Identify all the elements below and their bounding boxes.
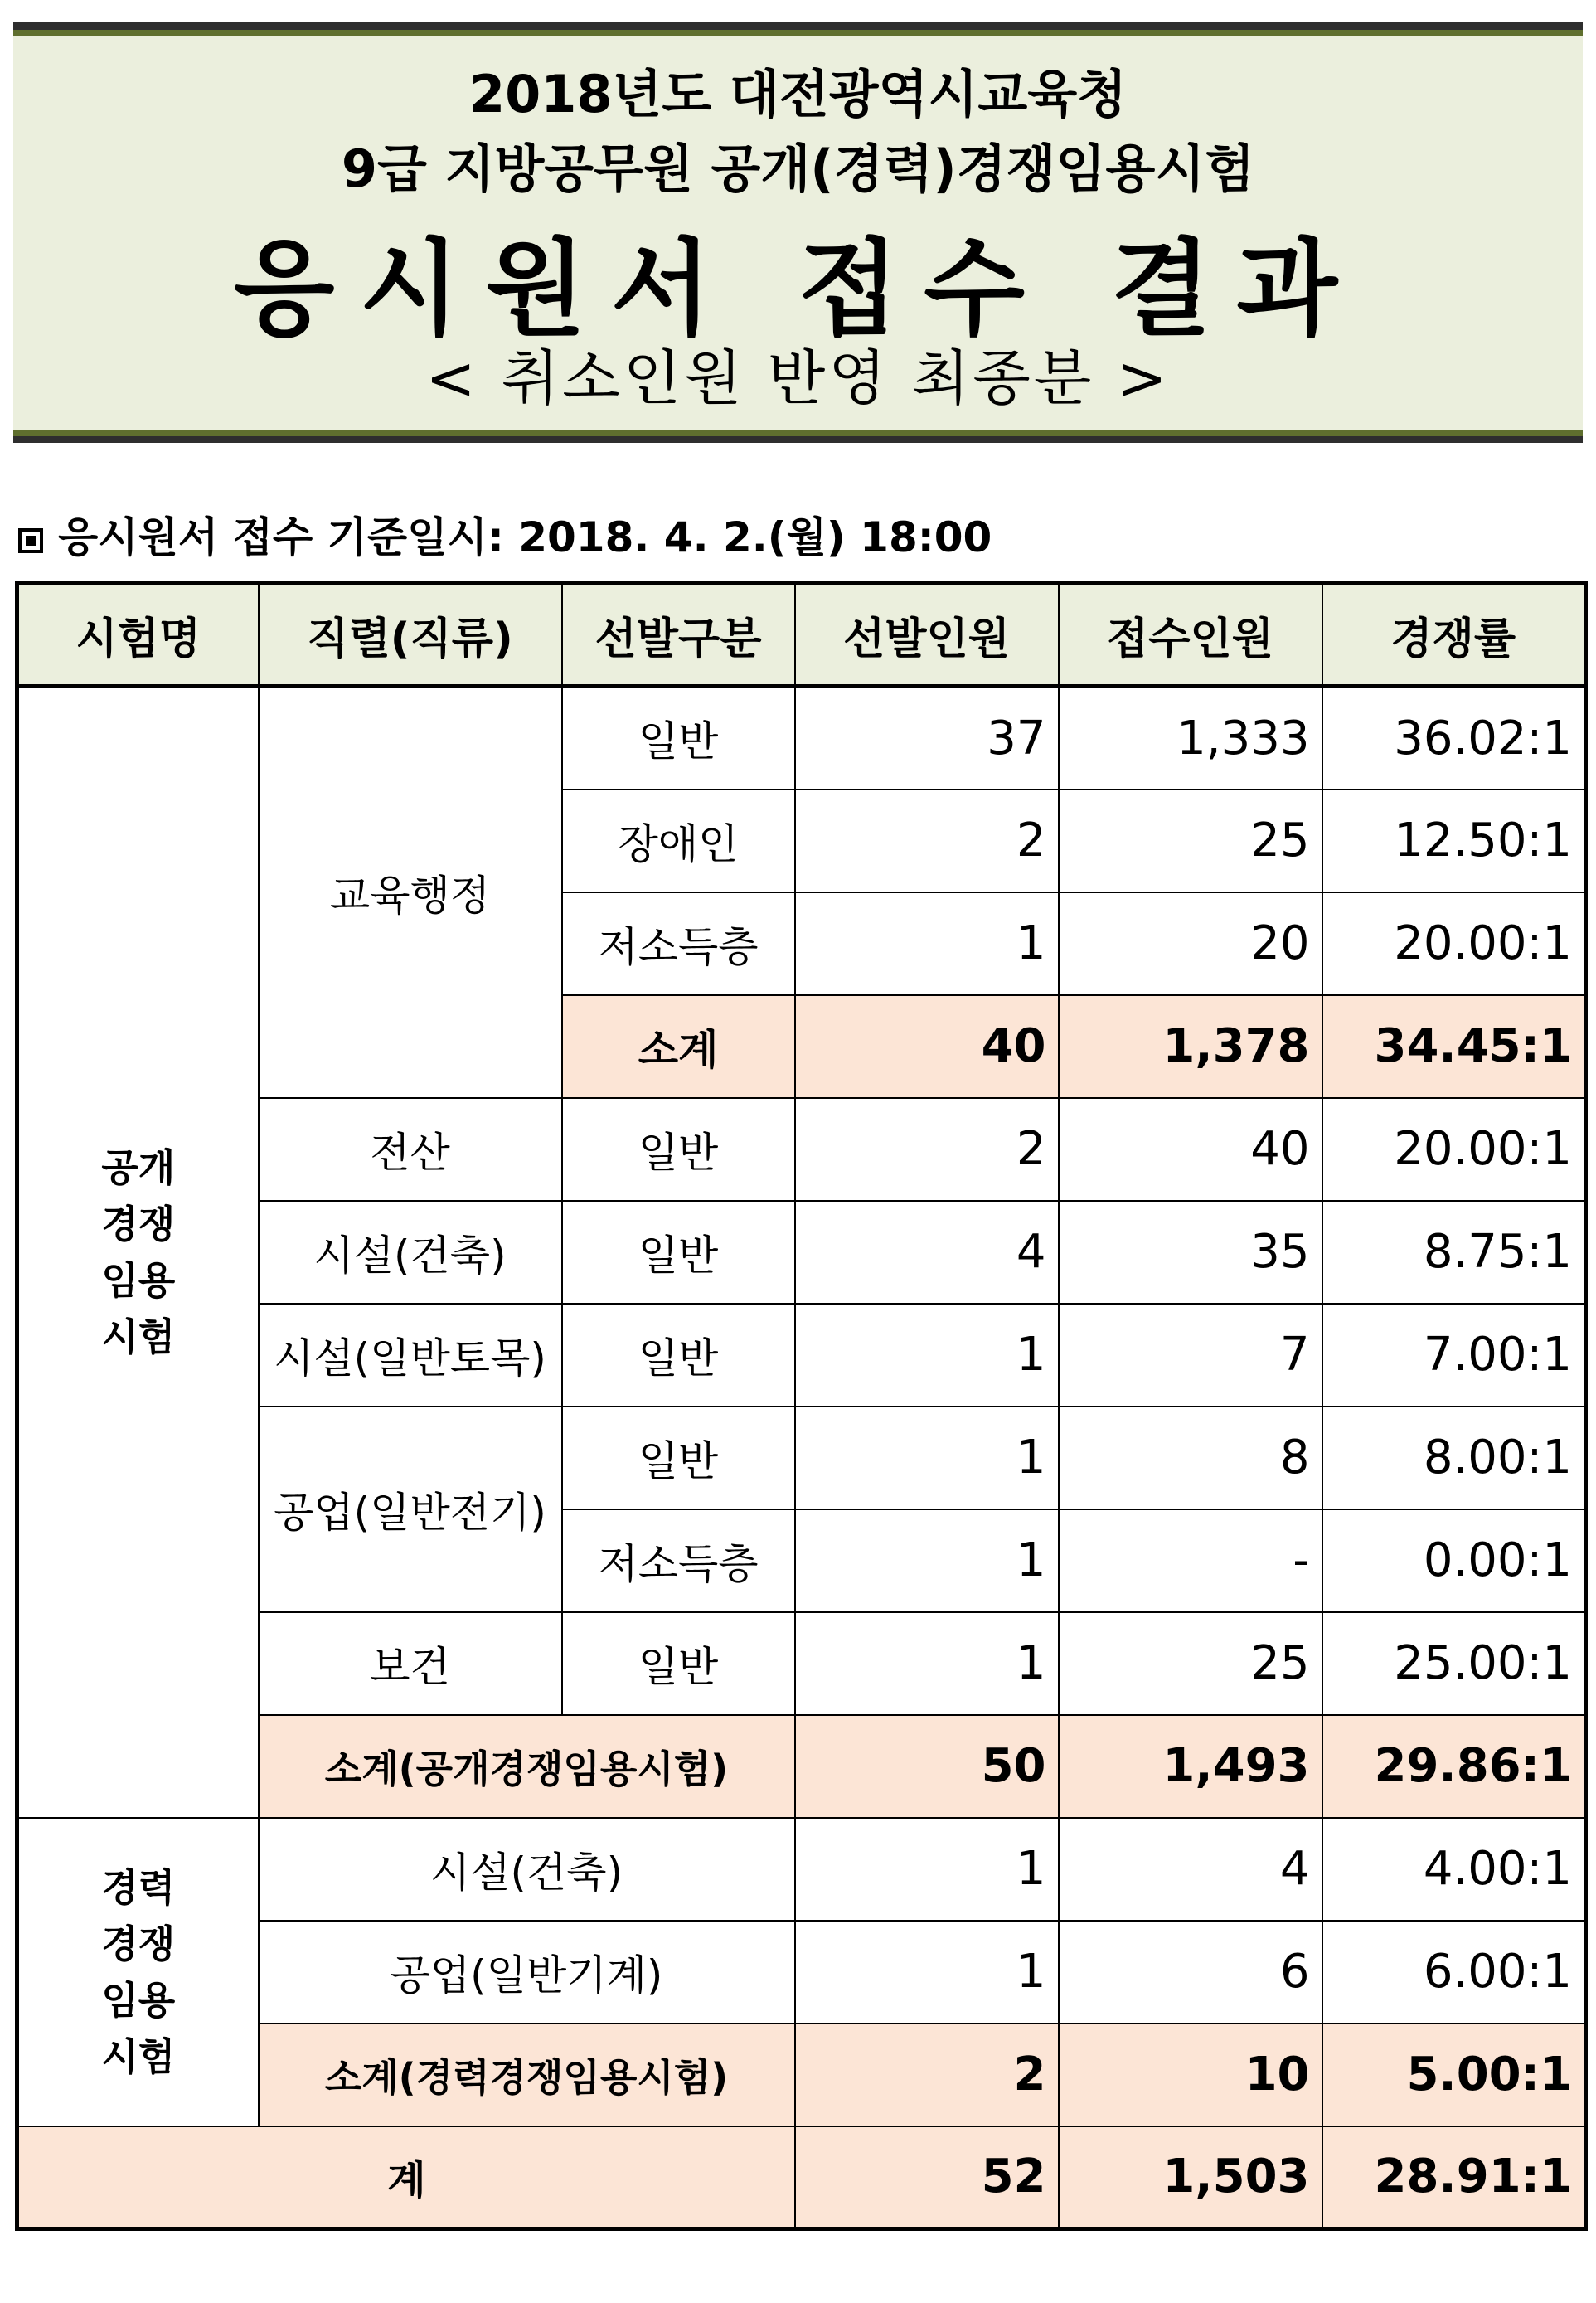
ratio-cell: 28.91:1 — [1322, 2126, 1586, 2229]
basis-text: 응시원서 접수 기준일시: 2018. 4. 2.(월) 18:00 — [58, 513, 992, 561]
job-cell: 공업(일반기계) — [259, 1921, 795, 2024]
type-cell: 일반 — [562, 1407, 795, 1509]
type-cell: 일반 — [562, 1201, 795, 1304]
applied-cell: 8 — [1059, 1407, 1322, 1509]
title-banner — [13, 22, 1583, 443]
selected-cell: 40 — [795, 995, 1059, 1098]
type-cell: 일반 — [562, 687, 795, 790]
ratio-cell: 36.02:1 — [1322, 687, 1586, 790]
square-bullet-icon — [18, 528, 43, 553]
subtotal-label: 소계(공개경쟁임용시험) — [259, 1715, 795, 1818]
ratio-cell: 8.75:1 — [1322, 1201, 1586, 1304]
selected-cell: 2 — [795, 1098, 1059, 1201]
selected-cell: 2 — [795, 2024, 1059, 2126]
ratio-cell: 20.00:1 — [1322, 1098, 1586, 1201]
applied-cell: 20 — [1059, 892, 1322, 995]
applied-cell: 10 — [1059, 2024, 1322, 2126]
selected-cell: 37 — [795, 687, 1059, 790]
group-career-competition: 경력 경쟁 임용 시험 — [17, 1818, 259, 2126]
ratio-cell: 0.00:1 — [1322, 1509, 1586, 1612]
title-line2: 9급 지방공무원 공개(경력)경쟁임용시험 — [341, 138, 1255, 199]
header-type: 선발구분 — [562, 583, 795, 687]
type-cell: 장애인 — [562, 790, 795, 892]
job-cell: 전산 — [259, 1098, 562, 1201]
applied-cell: 40 — [1059, 1098, 1322, 1201]
job-cell: 시설(건축) — [259, 1201, 562, 1304]
ratio-cell: 4.00:1 — [1322, 1818, 1586, 1921]
ratio-cell: 12.50:1 — [1322, 790, 1586, 892]
title-subtitle: < 취소인원 반영 최종분 > — [425, 343, 1171, 413]
applied-cell: 1,378 — [1059, 995, 1322, 1098]
table-row — [17, 1818, 1586, 1921]
job-cell: 공업(일반전기) — [259, 1407, 562, 1612]
type-cell: 일반 — [562, 1612, 795, 1715]
header-ratio: 경쟁률 — [1322, 583, 1586, 687]
selected-cell: 1 — [795, 1407, 1059, 1509]
selected-cell: 1 — [795, 892, 1059, 995]
page-title: 응시원서 접수 결과 — [233, 228, 1363, 350]
table-row — [17, 687, 1586, 790]
type-cell: 일반 — [562, 1098, 795, 1201]
job-cell: 보건 — [259, 1612, 562, 1715]
subtotal-label: 소계(경력경쟁임용시험) — [259, 2024, 795, 2126]
job-cell: 시설(건축) — [259, 1818, 795, 1921]
selected-cell: 1 — [795, 1818, 1059, 1921]
applied-cell: 25 — [1059, 1612, 1322, 1715]
ratio-cell: 20.00:1 — [1322, 892, 1586, 995]
applied-cell: 25 — [1059, 790, 1322, 892]
applied-cell: 1,493 — [1059, 1715, 1322, 1818]
header-exam: 시험명 — [17, 583, 259, 687]
applied-cell: 7 — [1059, 1304, 1322, 1407]
applied-cell: 6 — [1059, 1921, 1322, 2024]
ratio-cell: 5.00:1 — [1322, 2024, 1586, 2126]
selected-cell: 1 — [795, 1612, 1059, 1715]
job-cell: 교육행정 — [259, 687, 562, 1098]
total-label: 계 — [17, 2126, 795, 2229]
applied-cell: - — [1059, 1509, 1322, 1612]
applied-cell: 4 — [1059, 1818, 1322, 1921]
selected-cell: 2 — [795, 790, 1059, 892]
ratio-cell: 34.45:1 — [1322, 995, 1586, 1098]
type-cell: 일반 — [562, 1304, 795, 1407]
results-table-wrap — [15, 581, 1588, 2231]
applied-cell: 1,503 — [1059, 2126, 1322, 2229]
total-row — [17, 2126, 1586, 2229]
ratio-cell: 7.00:1 — [1322, 1304, 1586, 1407]
banner-rule-top — [13, 22, 1583, 30]
header-selected: 선발인원 — [795, 583, 1059, 687]
selected-cell: 1 — [795, 1921, 1059, 2024]
selected-cell: 1 — [795, 1304, 1059, 1407]
selected-cell: 50 — [795, 1715, 1059, 1818]
basis-datetime — [18, 504, 992, 564]
title-line1: 2018년도 대전광역시교육청 — [468, 64, 1128, 124]
applied-cell: 1,333 — [1059, 687, 1322, 790]
selected-cell: 4 — [795, 1201, 1059, 1304]
ratio-cell: 6.00:1 — [1322, 1921, 1586, 2024]
selected-cell: 52 — [795, 2126, 1059, 2229]
banner-rule-bottom — [13, 436, 1583, 443]
ratio-cell: 8.00:1 — [1322, 1407, 1586, 1509]
table-header-row — [17, 583, 1586, 687]
ratio-cell: 29.86:1 — [1322, 1715, 1586, 1818]
type-cell: 저소득층 — [562, 1509, 795, 1612]
header-job: 직렬(직류) — [259, 583, 562, 687]
results-table — [15, 581, 1588, 2231]
applied-cell: 35 — [1059, 1201, 1322, 1304]
group-open-competition: 공개 경쟁 임용 시험 — [17, 687, 259, 1818]
banner-rule-top-accent — [13, 30, 1583, 36]
banner-rule-bottom-accent — [13, 430, 1583, 436]
header-applied: 접수인원 — [1059, 583, 1322, 687]
type-cell: 저소득층 — [562, 892, 795, 995]
type-cell: 소계 — [562, 995, 795, 1098]
job-cell: 시설(일반토목) — [259, 1304, 562, 1407]
ratio-cell: 25.00:1 — [1322, 1612, 1586, 1715]
selected-cell: 1 — [795, 1509, 1059, 1612]
